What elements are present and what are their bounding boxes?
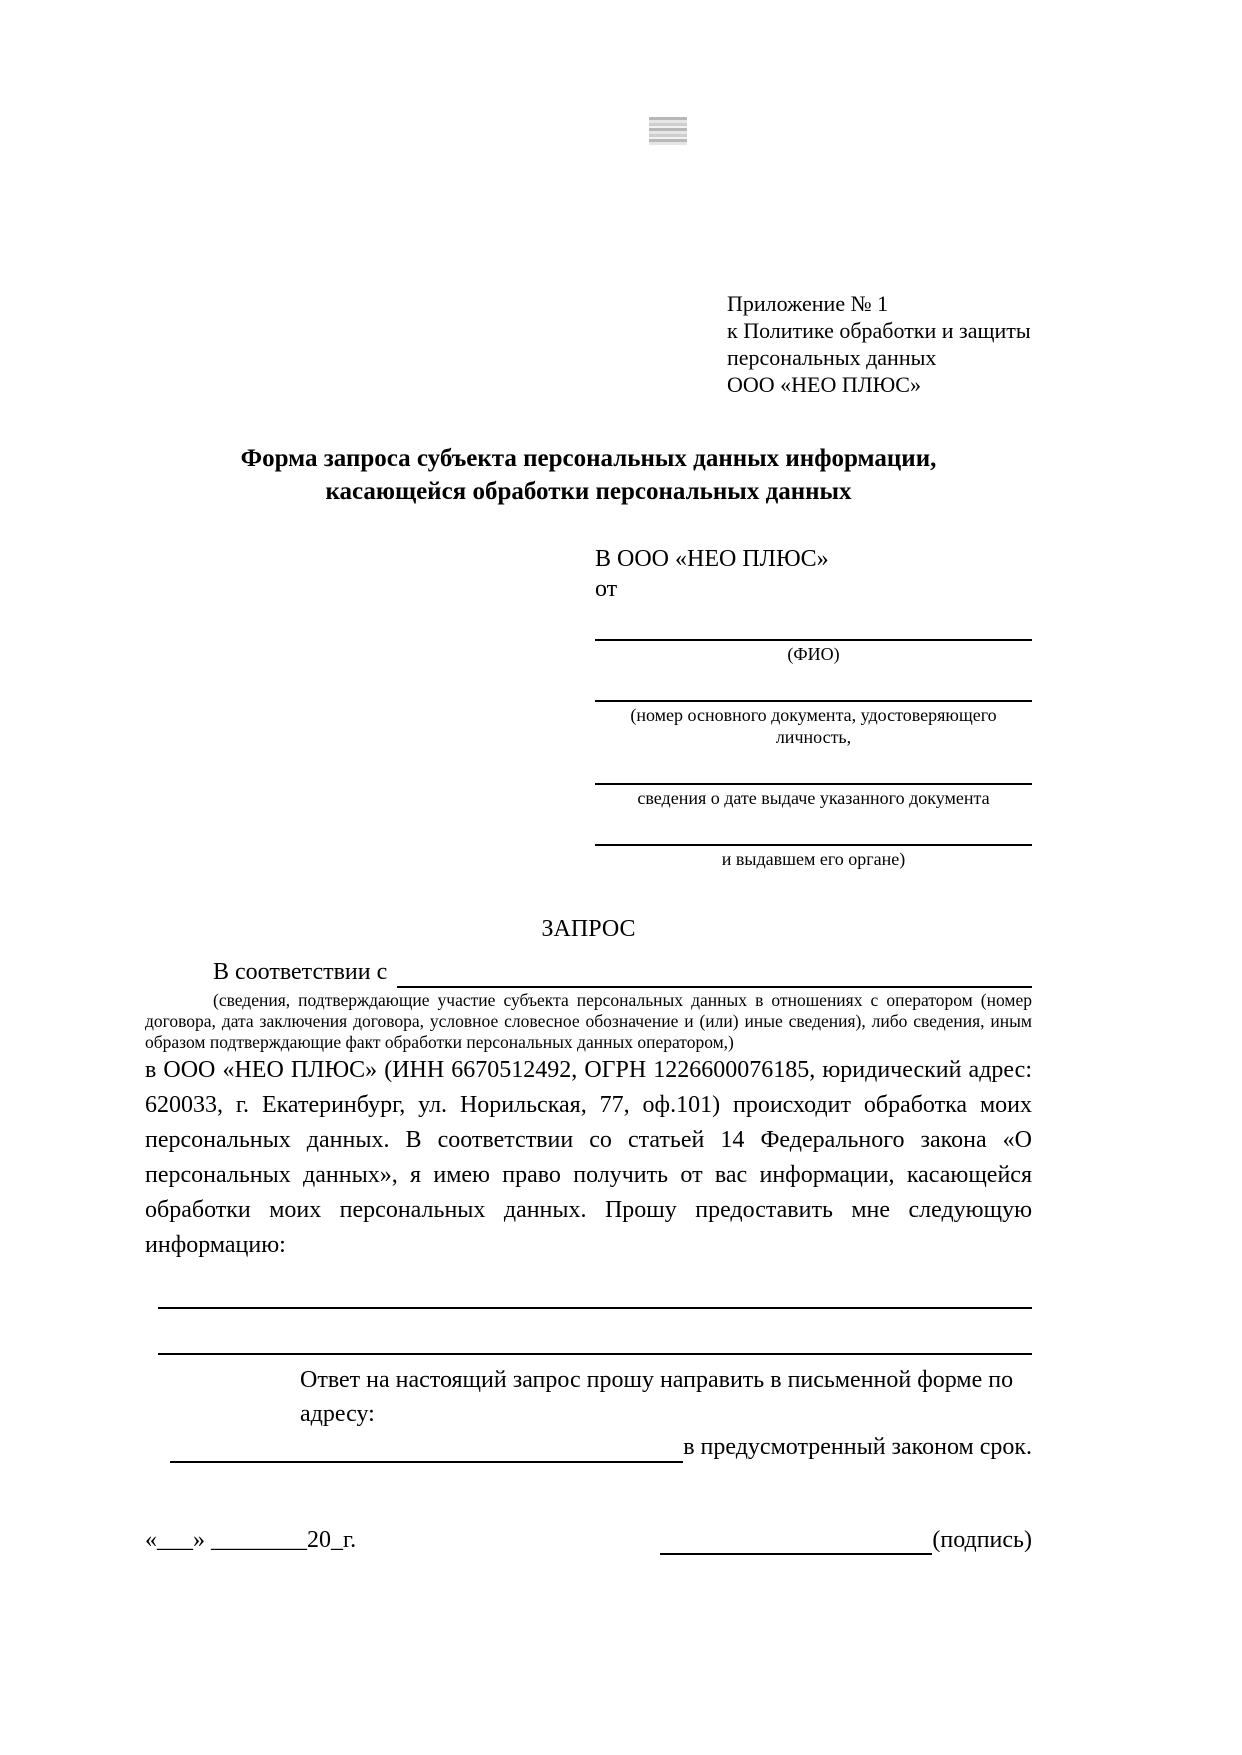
answer-instruction: Ответ на настоящий запрос прошу направить в письменной форме по адресу: [300,1367,1014,1427]
appendix-line: Приложение № 1 [727,291,889,316]
request-body-paragraph: в ООО «НЕО ПЛЮС» (ИНН 6670512492, ОГРН 1226600076185, юридический адрес: 620033, г. Екатеринбург, ул. Норильская, 77, оф.101) происходит обработка моих персональных данных. В соответствии со статьей 14 Федерального закона «О персональных данных», я имею право получить от вас информации, касающейся обработки моих персональных данных. Прошу предоставить мне следующую информацию: [145,1057,1032,1258]
addressee-to: В ООО «НЕО ПЛЮС» [595,546,829,572]
appendix-block [727,290,1032,398]
appendix-line: персональных данных [727,345,937,370]
addressee-block [595,544,1032,870]
document-number-blank-line[interactable] [595,698,1032,702]
document-number-caption: (номер основного документа, удостоверяющего личность, [630,705,997,747]
request-heading: ЗАПРОС [541,916,636,942]
address-blank-line[interactable] [170,1435,683,1463]
accordance-fine-print: (сведения, подтверждающие участие субъекта персональных данных в отношениях с оператором (номер договора, дата заключения договора, условное словесное обозначение и (или) иные сведения), либо сведения, иным образом подтверждающие факт обработки персональных данных оператором,) [145,990,1032,1052]
document-title-line: Форма запроса субъекта персональных данных информации, [240,445,937,472]
signature-blank-line[interactable] [660,1529,932,1555]
fio-blank-line[interactable] [595,637,1032,641]
information-blank-line-2[interactable] [158,1351,1032,1355]
issuing-authority-field [595,842,1032,870]
appendix-line: ООО «НЕО ПЛЮС» [727,372,921,397]
fio-caption: (ФИО) [787,644,840,664]
issue-date-blank-line[interactable] [595,781,1032,785]
accordance-blank-line[interactable] [397,960,1032,988]
issuing-authority-blank-line[interactable] [595,842,1032,846]
date-template: «___» ________20_г. [145,1527,357,1553]
appendix-line: к Политике обработки и защиты [727,318,1031,343]
accordance-line [145,956,1032,988]
issue-date-caption: сведения о дате выдаче указанного документа [637,788,990,808]
document-title-line: касающейся обработки персональных данных [325,478,852,505]
signature-row [145,1525,1032,1555]
issue-date-field [595,781,1032,809]
document-title [145,442,1032,508]
fio-field [595,637,1032,665]
addressee-from-label: от [595,576,618,602]
information-blank-line-1[interactable] [158,1305,1032,1309]
issuing-authority-caption: и выдавшем его органе) [721,849,906,869]
signature-caption: (подпись) [932,1527,1032,1553]
answer-instruction-suffix: в предусмотренный законом срок. [683,1434,1032,1460]
accordance-prefix: В соответствии с [213,959,388,985]
answer-address-line [170,1431,1032,1463]
scanned-image-artifact-icon [649,117,687,145]
document-number-field [595,698,1032,748]
